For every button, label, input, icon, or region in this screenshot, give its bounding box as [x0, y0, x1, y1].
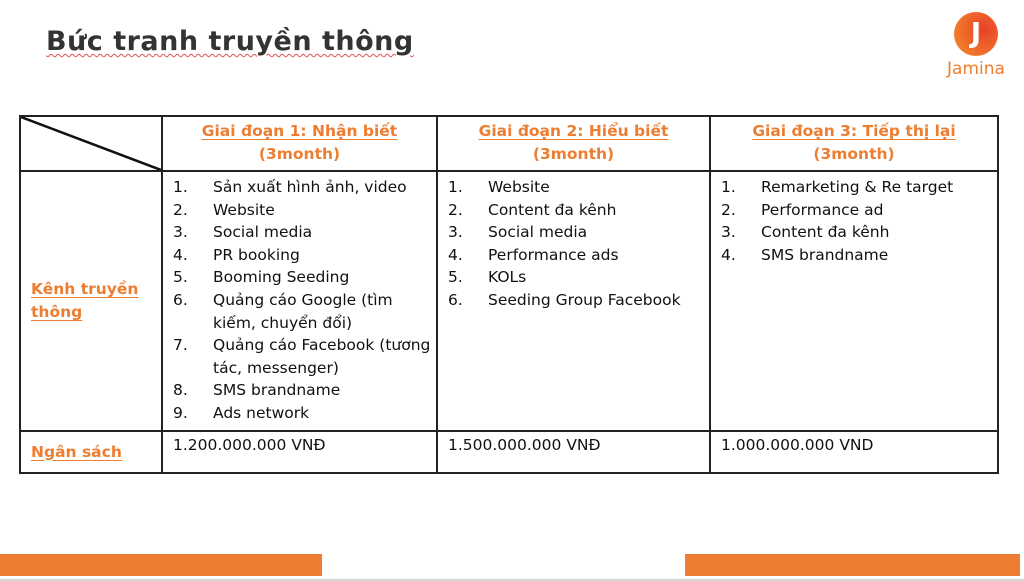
item-text: SMS brandname — [213, 381, 341, 400]
item-number: 7. — [173, 336, 188, 355]
item-number: 8. — [173, 381, 188, 400]
item-number: 3. — [173, 223, 188, 242]
page-title: Bức tranh truyền thông — [46, 26, 414, 57]
item-number: 1. — [173, 178, 188, 196]
logo-letter: J — [970, 16, 982, 49]
channel-item — [711, 199, 997, 222]
channel-item — [711, 221, 997, 244]
item-text: Seeding Group Facebook — [488, 290, 681, 309]
item-number: 5. — [173, 268, 188, 287]
channel-item — [711, 176, 997, 199]
item-number: 1. — [448, 178, 463, 196]
phase-1-budget: 1.200.000.000 VNĐ — [162, 431, 437, 473]
phase-2-budget: 1.500.000.000 VNĐ — [437, 431, 710, 473]
diagonal-corner-cell — [20, 116, 162, 171]
channel-item — [438, 176, 709, 199]
communication-plan-table — [19, 115, 999, 474]
channel-item — [163, 334, 436, 379]
channel-item — [163, 221, 436, 244]
phase-3-budget: 1.000.000.000 VND — [710, 431, 998, 473]
item-text: Booming Seeding — [213, 268, 350, 287]
phase-3-channels — [710, 171, 998, 431]
item-text: Quảng cáo Facebook (tương tác, messenger) — [213, 336, 431, 377]
footer-bar-right — [685, 554, 1020, 576]
channel-item — [163, 379, 436, 402]
phase-1-channels — [162, 171, 437, 431]
item-text: Website — [488, 178, 550, 196]
item-text: Performance ads — [488, 245, 619, 264]
item-text: Performance ad — [761, 200, 884, 219]
channel-item — [438, 221, 709, 244]
channel-item — [438, 244, 709, 267]
channel-item — [711, 244, 997, 267]
item-number: 5. — [448, 268, 463, 287]
jamina-logo — [936, 10, 1016, 82]
channel-item — [163, 199, 436, 222]
channel-item — [163, 402, 436, 425]
item-text: Website — [213, 200, 275, 219]
item-number: 4. — [173, 245, 188, 264]
channel-item — [438, 199, 709, 222]
item-number: 4. — [721, 245, 736, 264]
channel-item — [163, 176, 436, 199]
phase-2-header: Giai đoạn 2: Hiểu biết (3month) — [437, 116, 710, 171]
item-text: Remarketing & Re target — [761, 178, 954, 196]
item-text: Social media — [213, 223, 313, 242]
channel-item — [163, 266, 436, 289]
item-text: Content đa kênh — [761, 223, 890, 242]
item-text: KOLs — [488, 268, 527, 287]
item-text: Ads network — [213, 403, 310, 422]
item-number: 9. — [173, 403, 188, 422]
channel-item — [438, 289, 709, 312]
channel-item — [163, 244, 436, 267]
budget-label: Ngân sách — [20, 431, 162, 473]
item-text: Sản xuất hình ảnh, video — [213, 178, 407, 196]
item-number: 6. — [448, 290, 463, 309]
item-text: Quảng cáo Google (tìm kiếm, chuyển đổi) — [213, 290, 393, 332]
phase-3-header: Giai đoạn 3: Tiếp thị lại (3month) — [710, 116, 998, 171]
item-text: SMS brandname — [761, 245, 889, 264]
channel-item — [163, 289, 436, 334]
phase-2-channels — [437, 171, 710, 431]
logo-name: Jamina — [947, 59, 1005, 79]
phase-1-header: Giai đoạn 1: Nhận biết (3month) — [162, 116, 437, 171]
item-number: 4. — [448, 245, 463, 264]
item-text: Content đa kênh — [488, 200, 617, 219]
item-number: 6. — [173, 290, 188, 309]
item-text: PR booking — [213, 245, 300, 264]
item-text: Social media — [488, 223, 588, 242]
channel-item — [438, 266, 709, 289]
item-number: 2. — [448, 200, 463, 219]
item-number: 2. — [721, 200, 736, 219]
item-number: 3. — [448, 223, 463, 242]
item-number: 3. — [721, 223, 736, 242]
item-number: 2. — [173, 200, 188, 219]
footer-bar-left — [0, 554, 322, 576]
header-row — [20, 116, 998, 171]
channels-row — [20, 171, 998, 431]
channels-label: Kênh truyền thông — [20, 171, 162, 431]
item-number: 1. — [721, 178, 736, 196]
budget-row — [20, 431, 998, 473]
